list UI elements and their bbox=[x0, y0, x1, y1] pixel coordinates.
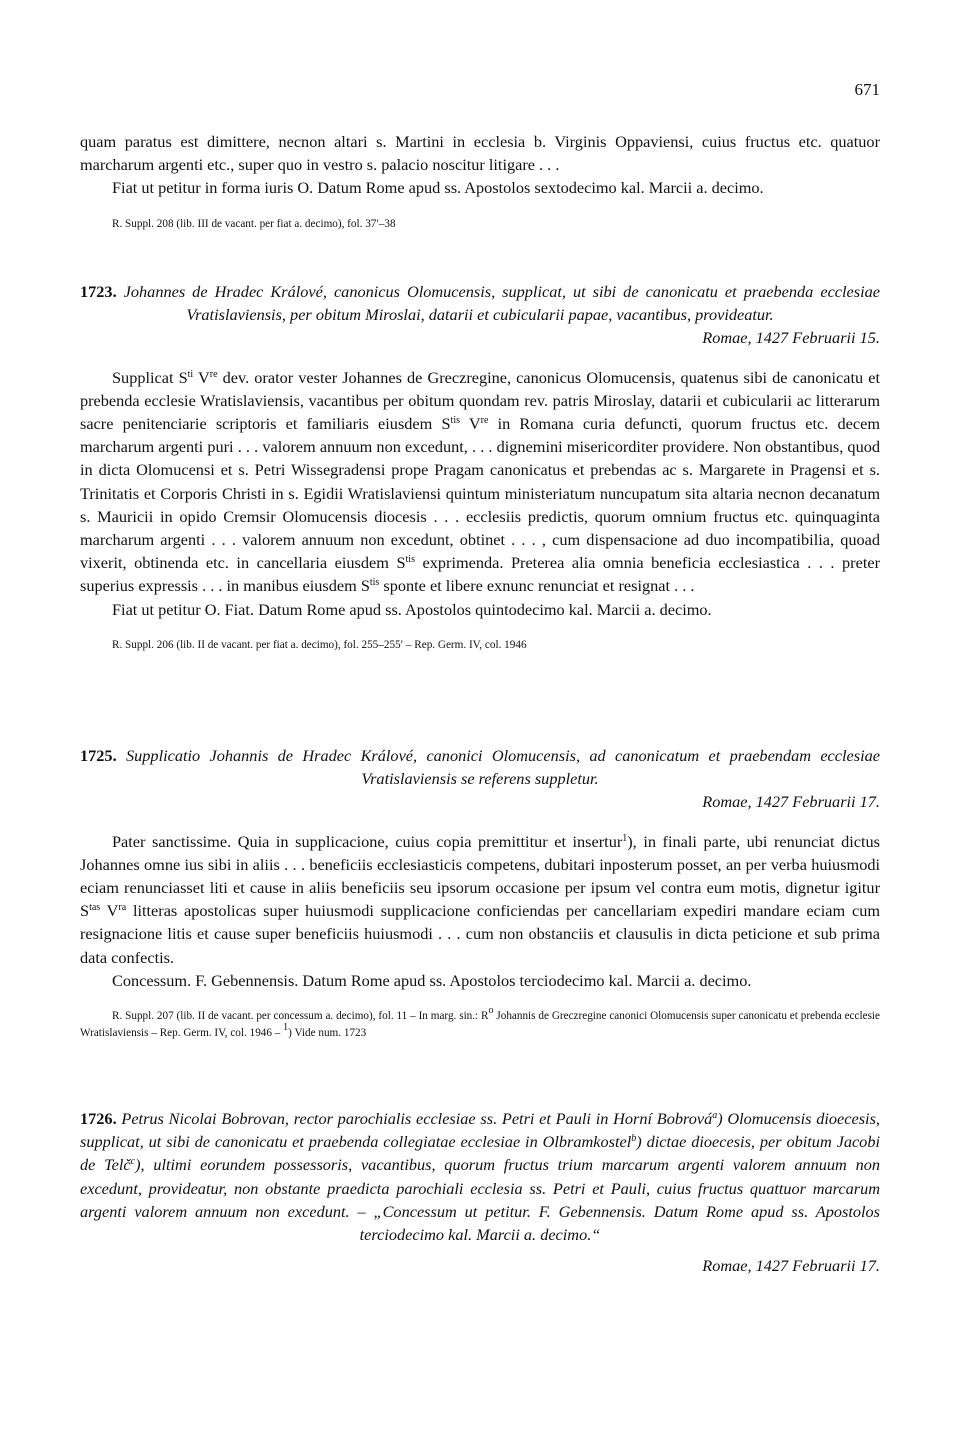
continuation-text: quam paratus est dimittere, necnon altari s. Martini in ecclesia b. Virginis Oppaviensi, cuius fructus etc. quatuor marcharum argenti etc., super quo in vestro s. palacio noscitur litigare . . . bbox=[80, 132, 880, 175]
continuation-block bbox=[80, 130, 880, 233]
entry-1725-concessum: Concessum. F. Gebennensis. Datum Rome apud ss. Apostolos terciodecimo kal. Marcii a. decimo. bbox=[112, 970, 752, 990]
entry-1726-date: Romae, 1427 Februarii 17. bbox=[702, 1256, 880, 1276]
entry-1723-number: 1723. bbox=[80, 282, 117, 301]
entry-1726-regest: 1726. Petrus Nicolai Bobrovan, rector parochialis ecclesiae ss. Petri et Pauli in Horní Bobrová$^a$) Olomucensis dioecesis, supplicat, ut sibi de canonicatu et praebenda collegiatae ecclesiae in Olbramkostel$^b$) dictae dioecesis, per obitum Jacobi de Telč$^c$), ultimi eorundem possessoris, vacantibus, quorum fructus trium marcarum argenti valorem annuum non excedunt, provideatur, non obstante praedicta parochiali ecclesia ss. Petri et Pauli, cuius fructus quattuor marcarum argenti valorem annuum non excedunt. – „Concessum ut petitur. F. Gebennensis. Datum Rome apud ss. Apostolos terciodecimo kal. Marcii a. decimo.“ bbox=[80, 1109, 880, 1245]
page-number: 671 bbox=[854, 80, 880, 99]
entry-1723-reference: R. Suppl. 206 (lib. II de vacant. per fiat a. decimo), fol. 255–255′ – Rep. Germ. IV, col. 1946 bbox=[112, 638, 527, 651]
entry-1723-date: Romae, 1427 Februarii 15. bbox=[702, 328, 880, 348]
entry-1723-regest: 1723. Johannes de Hradec Králové, canonicus Olomucensis, supplicat, ut sibi de canonicatu et praebenda ecclesiae Vratislaviensis, per obitum Miroslai, datarii et cubicularii papae, vacantibus, provideatur. bbox=[80, 282, 880, 325]
entry-1723-fiat: Fiat ut petitur O. Fiat. Datum Rome apud ss. Apostolos quintodecimo kal. Marcii a. decimo. bbox=[112, 599, 712, 619]
entry-1725-number: 1725. bbox=[80, 746, 117, 765]
entry-1725-regest: 1725. Supplicatio Johannis de Hradec Králové, canonici Olomucensis, ad canonicatum et praebendam ecclesiae Vratislaviensis se referens suppletur. bbox=[80, 746, 880, 789]
continuation-reference: R. Suppl. 208 (lib. III de vacant. per fiat a. decimo), fol. 37′–38 bbox=[112, 217, 396, 230]
entry-1723-text: Supplicat $S^{ti}$ Vre dev. orator vester Johannes de Greczregine, canonicus Olomucensis, quatenus sibi de canonicatu et prebenda ecclesie Wratislaviensis, vacantibus per obitum quondam rev. patris Miroslay, datarii et cubicularii ac litterarum sacre penitenciarie scriptoris et familiaris eiusdem $S^{tis}$ Vre in Romana curia defuncti, quorum fructus etc. decem marcharum argenti puri . . . valorem annuum non excedunt, . . . dignemini misericorditer providere. Non obstantibus, quod in dicta Olomucensi et s. Petri Wissegradensi prope Pragam canonicatus et prebendas ac s. Margarete in Pragensi et s. Trinitatis et Corporis Christi in s. Egidii Wratislaviensi quintum ministeriatum nuncupatum sita altaria necnon decanatum s. Mauricii in opido Cremsir Olomucensis diocesis . . . ecclesiis predictis, quorum omnium fructus etc. quinquaginta marcharum argenti . . . valorem annuum non excedunt, obtinet . . . , cum dispensacione ad duo incompatibilia, quoad vixerit, obtinenda etc. in cancellaria eiusdem $S^{tis}$ exprimenda. Preterea alia omnia beneficia ecclesiastica . . . preter superius expressis . . . in manibus eiusdem $S^{tis}$ sponte et libere exnunc renunciat et resignat . . . bbox=[80, 367, 880, 596]
continuation-fiat: Fiat ut petitur in forma iuris O. Datum Rome apud ss. Apostolos sextodecimo kal. Marcii a. decimo. bbox=[112, 178, 764, 198]
entry-1726 bbox=[80, 1107, 880, 1277]
entry-1725 bbox=[80, 744, 880, 1042]
entry-1725-text: Pater sanctissime. Quia in supplicacione, cuius copia premittitur et insertur$^1$), in finali parte, ubi renunciat dictus Johannes omne ius sibi in aliis . . . beneficiis ecclesiasticis competens, dubitari inposterum posset, an per verba huiusmodi eciam renunciasset liti et cause in aliis beneficiis seu ipsorum occasione per ipsum vel contra eum motis, dignetur igitur $S^{tas}$ $V^{ra}$ litteras apostolicas super huiusmodi supplicacione conficiendas per cancellariam expediri mandare eciam cum resignacione litis et cause super beneficiis huiusmodi . . . cum non obstanciis et clausulis in dicta peticione et sub prima data confectis. bbox=[80, 831, 881, 967]
entry-1725-date: Romae, 1427 Februarii 17. bbox=[702, 792, 880, 812]
entry-1726-number: 1726. bbox=[80, 1109, 117, 1128]
entry-1725-reference: R. Suppl. 207 (lib. II de vacant. per concessum a. decimo), fol. 11 – In marg. sin.: $R^o$ Johannis de Greczregine canonici Olomucensis super canonicatu et prebenda ecclesie Wratislaviensis – Rep. Germ. IV, col. 1946 – $^1$) Vide num. 1723 bbox=[80, 1005, 880, 1040]
entry-1723 bbox=[80, 280, 880, 654]
